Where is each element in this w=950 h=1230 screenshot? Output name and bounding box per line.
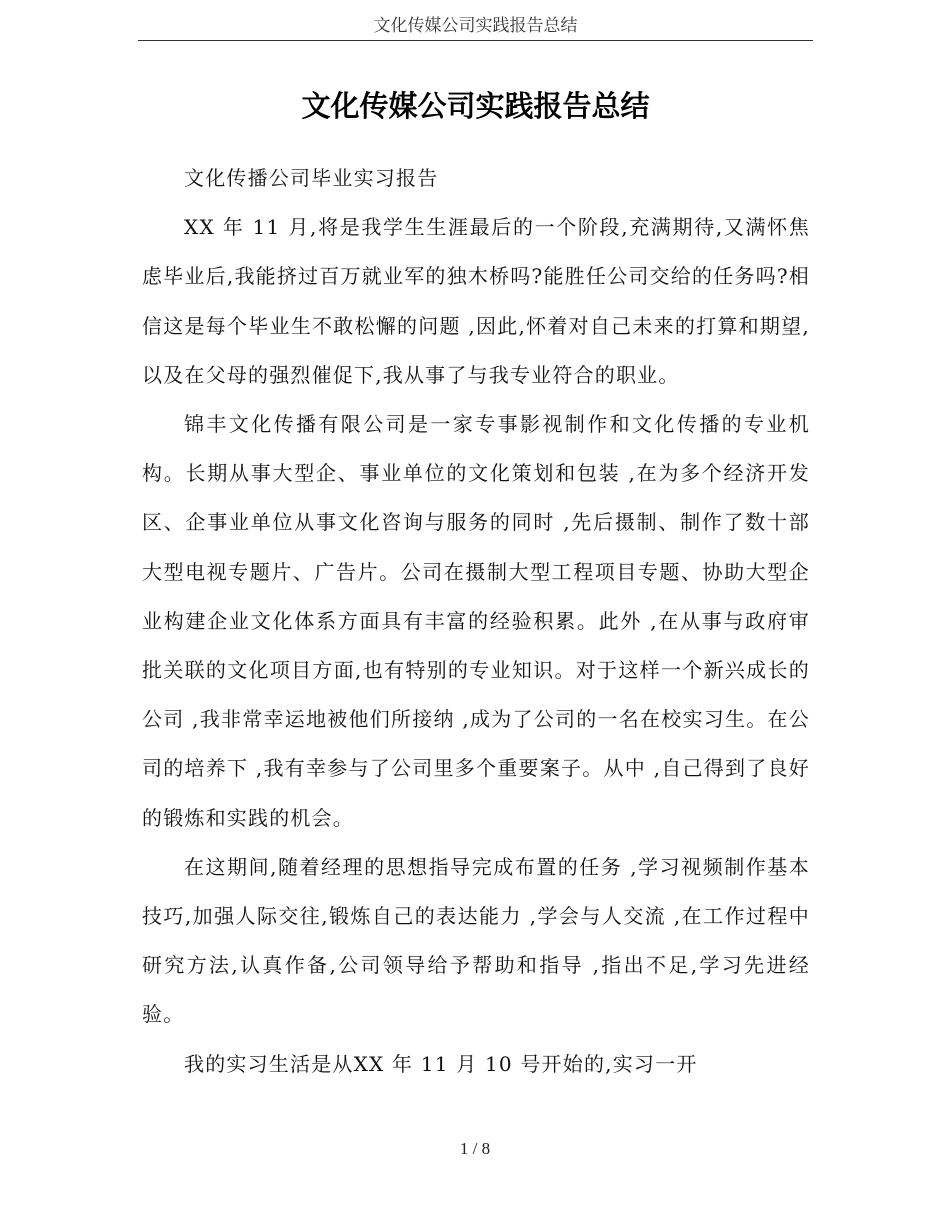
paragraph-period: 在这期间,随着经理的思想指导完成布置的任务 ,学习视频制作基本技巧,加强人际交往,锻炼自己的表达能力 ,学会与人交流 ,在工作过程中研究方法,认真作备,公司领导给予帮助和指导 ,指出不足,学习先进经验。 (142, 854, 810, 1027)
page-number: 1 / 8 (459, 1139, 491, 1158)
paragraph-subtitle: 文化传播公司毕业实习报告 (184, 166, 439, 190)
document-body (142, 154, 810, 1089)
paragraph-start: 我的实习生活是从XX 年 11 月 10 号开始的,实习一开 (184, 1051, 698, 1076)
paragraph-intro: XX 年 11 月,将是我学生生涯最后的一个阶段,充满期待,又满怀焦虑毕业后,我能挤过百万就业军的独木桥吗?能胜任公司交给的任务吗?相信这是每个毕业生不敢松懈的问题 ,因此,怀着对自己未来的打算和期望,以及在父母的强烈催促下,我从事了与我专业符合的职业。 (142, 215, 810, 387)
document-title: 文化传媒公司实践报告总结 (301, 89, 650, 123)
running-title: 文化传媒公司实践报告总结 (373, 16, 578, 36)
page-header (138, 14, 813, 41)
paragraph-company: 锦丰文化传播有限公司是一家专事影视制作和文化传播的专业机构。长期从事大型企、事业单位的文化策划和包装 ,在为多个经济开发区、企事业单位从事文化咨询与服务的同时 ,先后摄制、制作了数十部大型电视专题片、广告片。公司在摄制大型工程项目专题、协助大型企业构建企业文化体系方面具有丰富的经验积累。此外 ,在从事与政府审批关联的文化项目方面,也有特别的专业知识。对于这样一个新兴成长的公司 ,我非常幸运地被他们所接纳 ,成为了公司的一名在校实习生。在公司的培养下 ,我有幸参与了公司里多个重要案子。从中 ,自己得到了良好的锻炼和实践的机会。 (142, 412, 810, 830)
